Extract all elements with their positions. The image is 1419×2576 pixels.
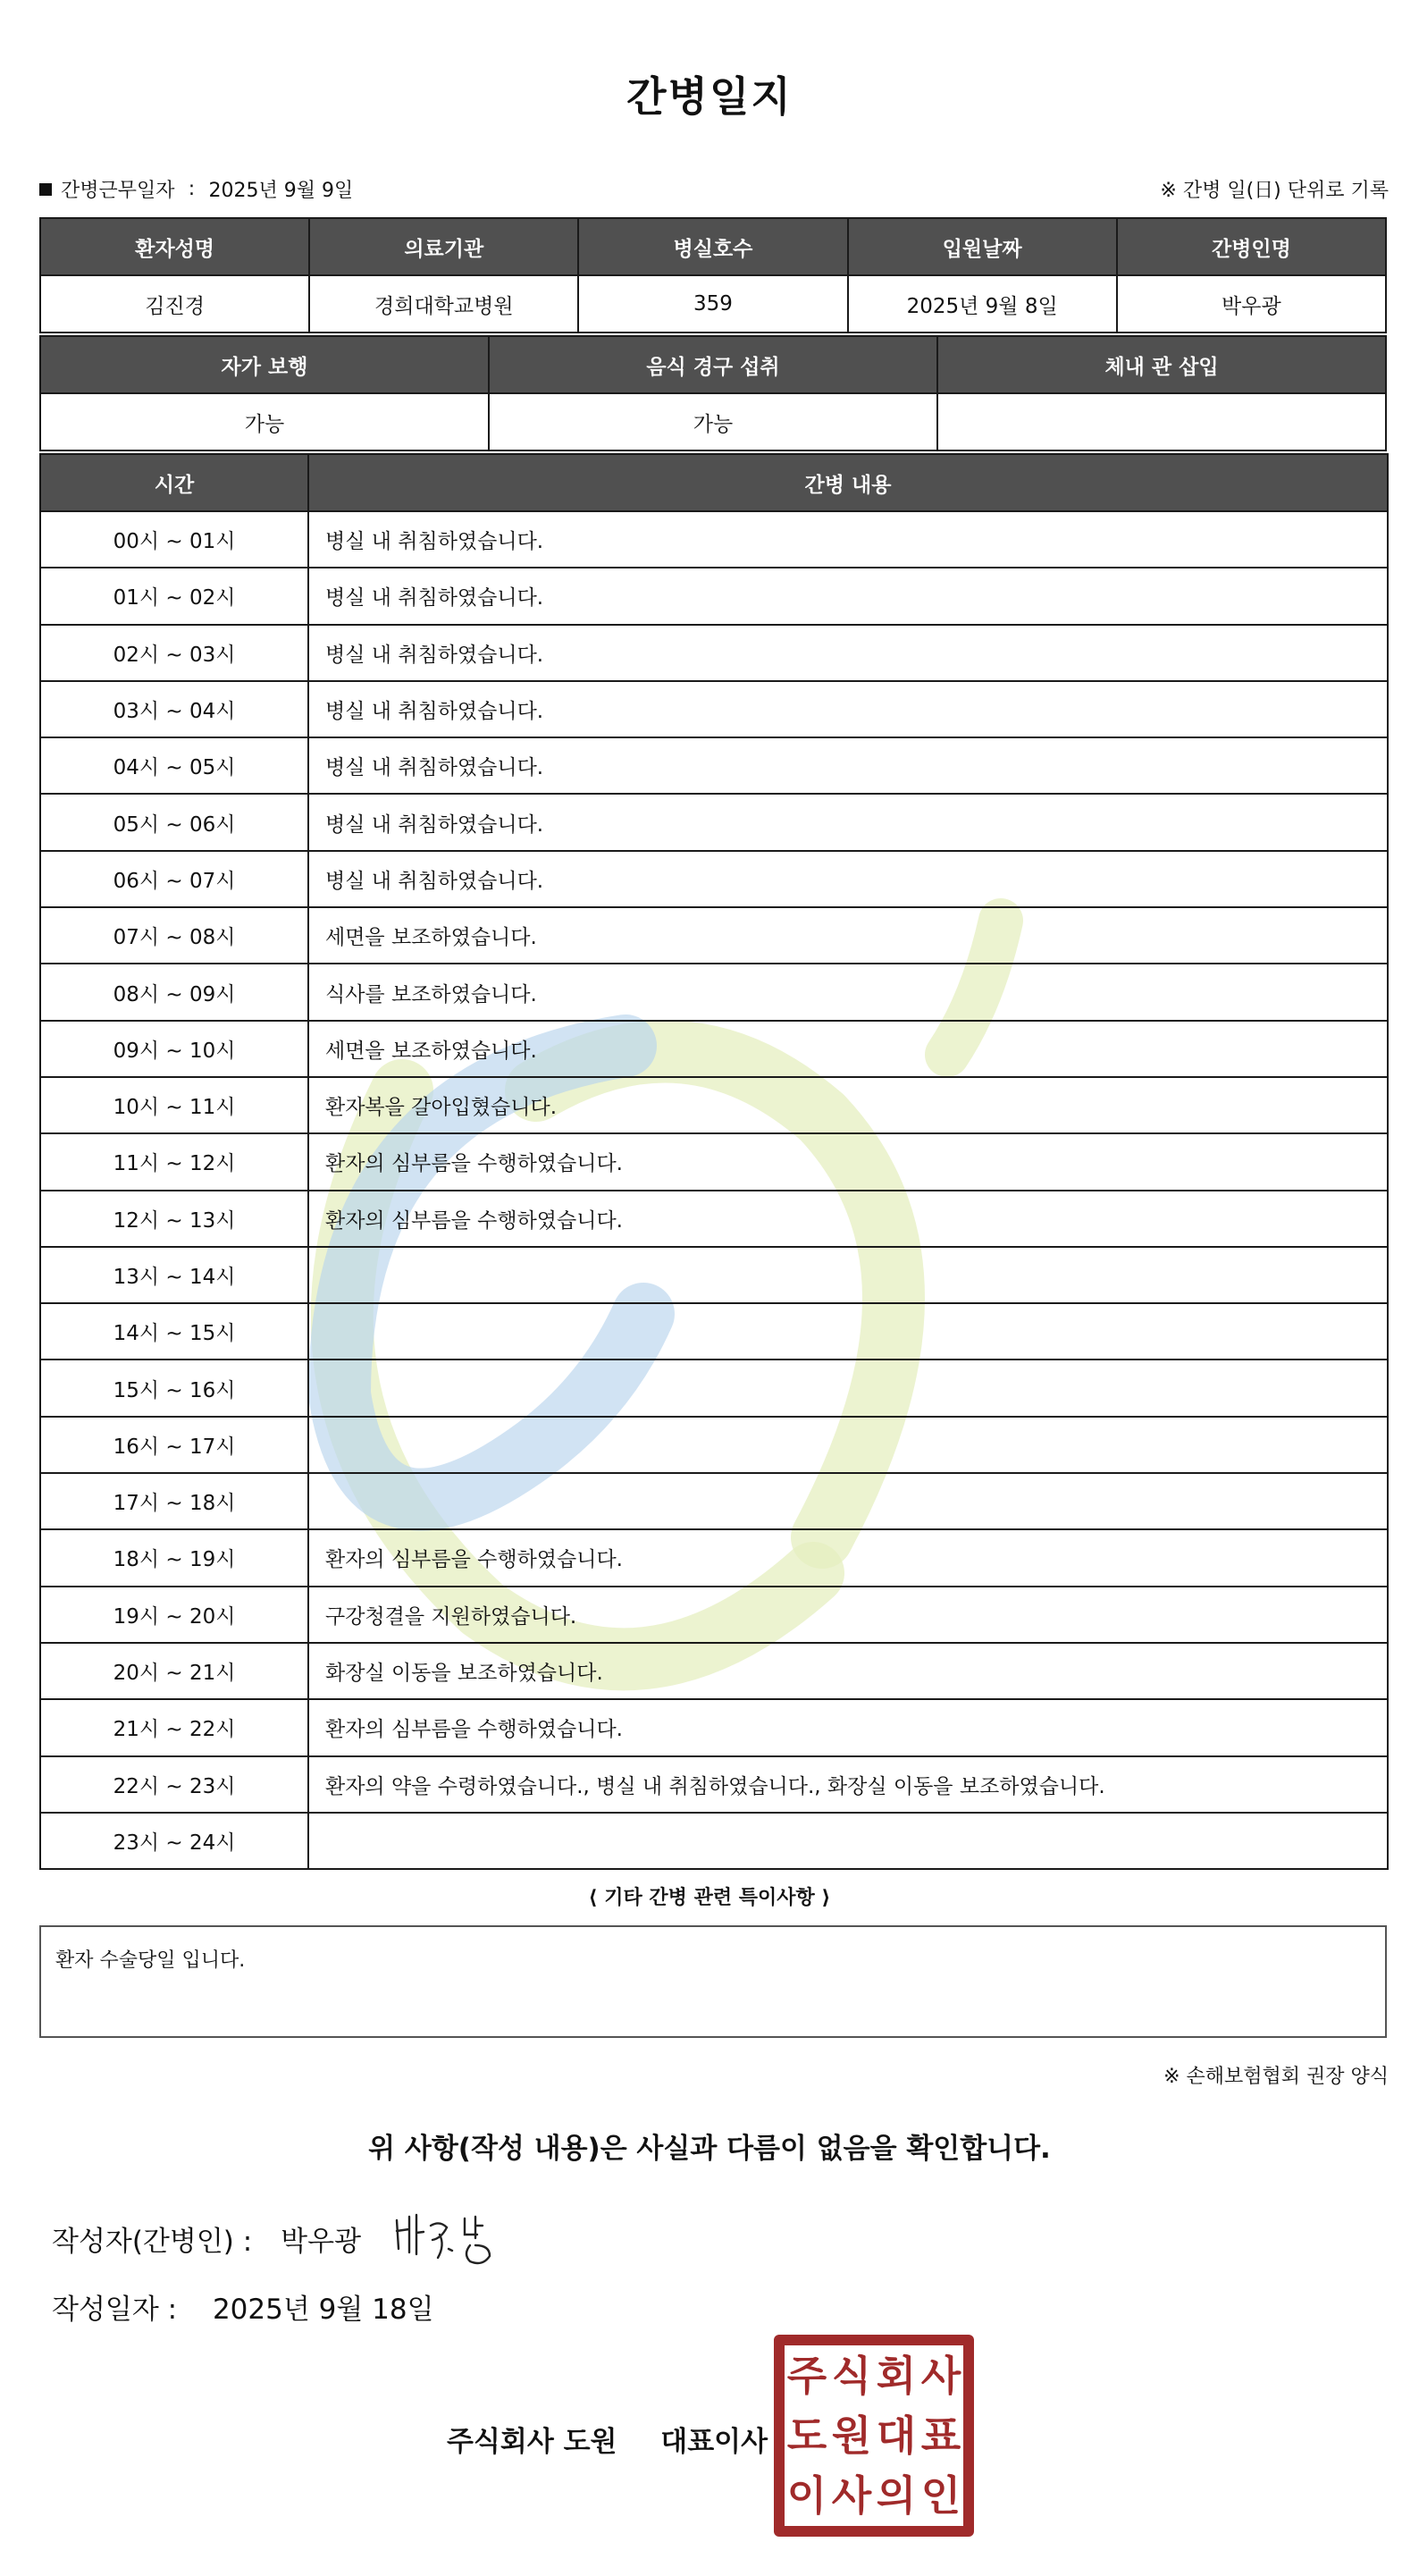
care-log-content: 세면을 보조하였습니다.: [308, 1021, 1388, 1077]
care-log-header-row: [40, 454, 1388, 511]
care-log-row: [40, 511, 1388, 568]
room-number-header: 병실호수: [578, 218, 847, 275]
care-log-row: [40, 1077, 1388, 1133]
care-log-row: [40, 1643, 1388, 1699]
care-log-content: 병실 내 취침하였습니다.: [308, 851, 1388, 907]
bullet-square-icon: [39, 183, 52, 196]
care-log-row: [40, 568, 1388, 624]
care-log-row: [40, 1587, 1388, 1643]
care-log-table: [39, 453, 1389, 1870]
seal-character: 대: [876, 2411, 917, 2460]
hospital-value: 경희대학교병원: [309, 275, 578, 333]
care-log-time: 04시 ~ 05시: [40, 737, 308, 794]
care-log-time: 08시 ~ 09시: [40, 964, 308, 1020]
company-seal-characters: [785, 2345, 963, 2526]
care-log-row: [40, 1133, 1388, 1190]
seal-character: 표: [920, 2411, 961, 2460]
care-log-content: 환자의 심부름을 수행하였습니다.: [308, 1133, 1388, 1190]
time-header: 시간: [40, 454, 308, 511]
writer-label: 작성자(간병인) :: [52, 2226, 253, 2258]
care-log-content: [308, 1303, 1388, 1360]
care-log-body: [40, 511, 1388, 1869]
care-log-row: [40, 851, 1388, 907]
care-log-content: 구강청결을 지원하였습니다.: [308, 1587, 1388, 1643]
company-seal-stamp: [774, 2335, 974, 2537]
self-walking-header: 자가 보행: [40, 336, 489, 393]
oral-intake-value: 가능: [489, 393, 937, 450]
special-notes-box: [39, 1925, 1387, 2038]
care-log-time: 07시 ~ 08시: [40, 907, 308, 964]
work-date-line: [39, 175, 353, 203]
writer-name: 박우광: [281, 2226, 362, 2258]
care-log-time: 09시 ~ 10시: [40, 1021, 308, 1077]
company-name: 주식회사 도원: [447, 2426, 617, 2458]
care-log-row: [40, 1360, 1388, 1416]
special-notes-title: ⟨ 기타 간병 관련 특이사항 ⟩: [588, 1887, 831, 1909]
care-log-time: 21시 ~ 22시: [40, 1699, 308, 1755]
care-log-row: [40, 625, 1388, 681]
seal-character: 식: [831, 2351, 872, 2400]
care-log-content: 병실 내 취침하였습니다.: [308, 794, 1388, 850]
seal-character: 사: [920, 2351, 961, 2400]
patient-status-value-row: [40, 393, 1386, 450]
seal-character: 인: [920, 2471, 961, 2521]
care-log-time: 23시 ~ 24시: [40, 1813, 308, 1869]
care-log-row: [40, 1021, 1388, 1077]
care-log-row: [40, 1473, 1388, 1529]
company-role: 대표이사: [660, 2426, 768, 2458]
patient-info-value-row: [40, 275, 1386, 333]
patient-status-header-row: [40, 336, 1386, 393]
care-log-content: [308, 1473, 1388, 1529]
seal-character: 사: [831, 2471, 872, 2521]
care-log-content: 환자의 약을 수령하였습니다., 병실 내 취침하였습니다., 화장실 이동을 보조하였습니다.: [308, 1756, 1388, 1813]
care-log-row: [40, 1756, 1388, 1813]
patient-name-header: 환자성명: [40, 218, 309, 275]
care-log-time: 19시 ~ 20시: [40, 1587, 308, 1643]
care-log-content: 환자의 심부름을 수행하였습니다.: [308, 1191, 1388, 1247]
care-log-content: 병실 내 취침하였습니다.: [308, 511, 1388, 568]
room-number-value: 359: [578, 275, 847, 333]
care-log-content: 세면을 보조하였습니다.: [308, 907, 1388, 964]
self-walking-value: 가능: [40, 393, 489, 450]
care-log-row: [40, 1247, 1388, 1303]
care-log-time: 16시 ~ 17시: [40, 1417, 308, 1473]
care-log-content: [308, 1247, 1388, 1303]
care-log-time: 00시 ~ 01시: [40, 511, 308, 568]
care-log-row: [40, 964, 1388, 1020]
admission-date-value: 2025년 9월 8일: [848, 275, 1117, 333]
care-log-time: 06시 ~ 07시: [40, 851, 308, 907]
care-log-row: [40, 907, 1388, 964]
care-log-content: 환자의 심부름을 수행하였습니다.: [308, 1699, 1388, 1755]
form-source-note: ※ 손해보험협회 권장 양식: [1163, 2066, 1389, 2088]
caregiver-name-header: 간병인명: [1117, 218, 1386, 275]
care-log-time: 15시 ~ 16시: [40, 1360, 308, 1416]
care-log-row: [40, 1699, 1388, 1755]
care-log-time: 05시 ~ 06시: [40, 794, 308, 850]
special-notes-text: 환자 수술당일 입니다.: [55, 1949, 246, 1972]
care-log-content: 병실 내 취침하였습니다.: [308, 568, 1388, 624]
oral-intake-header: 음식 경구 섭취: [489, 336, 937, 393]
seal-character: 원: [831, 2411, 872, 2460]
care-log-row: [40, 1191, 1388, 1247]
hospital-header: 의료기관: [309, 218, 578, 275]
care-log-row: [40, 1529, 1388, 1586]
caregiver-name-value: 박우광: [1117, 275, 1386, 333]
care-log-content: 환자의 심부름을 수행하였습니다.: [308, 1529, 1388, 1586]
work-date-separator: :: [188, 178, 196, 200]
work-date-value: 2025년 9월 9일: [208, 180, 354, 202]
care-log-time: 13시 ~ 14시: [40, 1247, 308, 1303]
writer-line: [52, 2218, 361, 2259]
patient-name-value: 김진경: [40, 275, 309, 333]
care-log-time: 11시 ~ 12시: [40, 1133, 308, 1190]
written-date-label: 작성일자 :: [52, 2294, 178, 2326]
seal-character: 주: [786, 2351, 827, 2400]
care-log-content: 식사를 보조하였습니다.: [308, 964, 1388, 1020]
care-log-time: 18시 ~ 19시: [40, 1529, 308, 1586]
care-log-time: 17시 ~ 18시: [40, 1473, 308, 1529]
care-log-time: 01시 ~ 02시: [40, 568, 308, 624]
care-log-content: [308, 1813, 1388, 1869]
written-date-value: 2025년 9월 18일: [212, 2294, 434, 2326]
care-log-content: 병실 내 취침하였습니다.: [308, 737, 1388, 794]
written-date-line: [52, 2286, 434, 2327]
care-log-row: [40, 737, 1388, 794]
work-date-label: 간병근무일자: [61, 180, 175, 202]
care-log-time: 10시 ~ 11시: [40, 1077, 308, 1133]
care-log-row: [40, 1813, 1388, 1869]
care-log-time: 12시 ~ 13시: [40, 1191, 308, 1247]
company-line: [447, 2419, 768, 2459]
care-log-time: 02시 ~ 03시: [40, 625, 308, 681]
handwritten-signature: [390, 2208, 533, 2270]
admission-date-header: 입원날짜: [848, 218, 1117, 275]
care-log-row: [40, 794, 1388, 850]
care-log-row: [40, 1417, 1388, 1473]
care-log-content: [308, 1417, 1388, 1473]
seal-character: 이: [786, 2471, 827, 2521]
document-title: 간병일지: [626, 72, 793, 121]
care-log-row: [40, 681, 1388, 737]
tube-insertion-header: 체내 관 삽입: [937, 336, 1386, 393]
care-log-content: 화장실 이동을 보조하였습니다.: [308, 1643, 1388, 1699]
seal-character: 회: [876, 2351, 917, 2400]
tube-insertion-value: [937, 393, 1386, 450]
care-log-content: 환자복을 갈아입혔습니다.: [308, 1077, 1388, 1133]
seal-character: 도: [786, 2411, 827, 2460]
daily-record-note: ※ 간병 일(日) 단위로 기록: [1160, 180, 1389, 202]
care-log-time: 14시 ~ 15시: [40, 1303, 308, 1360]
seal-character: 의: [876, 2471, 917, 2521]
care-log-time: 22시 ~ 23시: [40, 1756, 308, 1813]
care-content-header: 간병 내용: [308, 454, 1388, 511]
patient-status-table: [39, 335, 1387, 451]
care-log-time: 20시 ~ 21시: [40, 1643, 308, 1699]
care-log-time: 03시 ~ 04시: [40, 681, 308, 737]
care-log-row: [40, 1303, 1388, 1360]
care-log-content: 병실 내 취침하였습니다.: [308, 625, 1388, 681]
patient-info-header-row: [40, 218, 1386, 275]
patient-info-table: [39, 217, 1387, 333]
care-log-content: 병실 내 취침하였습니다.: [308, 681, 1388, 737]
care-log-content: [308, 1360, 1388, 1416]
confirmation-statement: 위 사항(작성 내용)은 사실과 다름이 없음을 확인합니다.: [368, 2133, 1051, 2165]
